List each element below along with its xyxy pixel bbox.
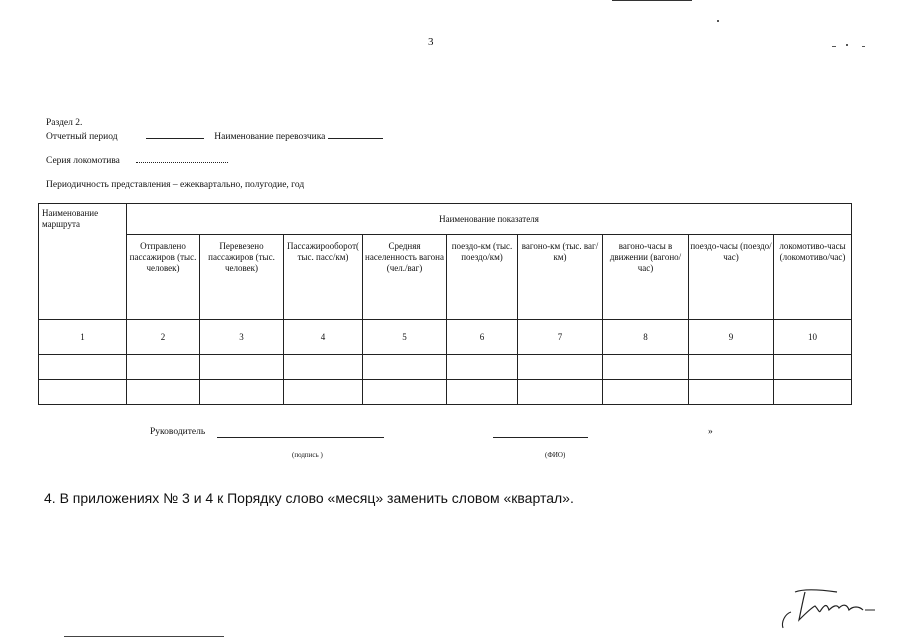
scan-speck [846, 44, 848, 46]
sign-caption: (подпись ) [292, 451, 323, 459]
column-header: поездо-км (тыс. поездо/км) [447, 235, 518, 320]
name-line[interactable] [493, 437, 588, 438]
table-cell[interactable] [603, 380, 689, 405]
report-period-field[interactable] [146, 129, 204, 139]
carrier-label: Наименование перевозчика [214, 132, 326, 142]
column-number: 7 [518, 320, 603, 355]
section-title: Раздел 2. [46, 118, 83, 128]
column-number: 3 [200, 320, 284, 355]
route-header: Наименование маршрута [39, 204, 127, 320]
quote-mark: » [708, 427, 713, 437]
table-cell[interactable] [200, 355, 284, 380]
handwritten-signature [775, 580, 885, 636]
locomotive-series-field[interactable] [136, 153, 228, 163]
table-cell[interactable] [447, 355, 518, 380]
locomotive-series-row [46, 153, 228, 167]
page-number: 3 [428, 36, 434, 48]
column-number: 5 [363, 320, 447, 355]
signature-line[interactable] [217, 437, 384, 438]
table-cell[interactable] [518, 355, 603, 380]
column-number: 1 [39, 320, 127, 355]
column-header: поездо-часы (поездо/час) [689, 235, 774, 320]
scan-speck [862, 46, 865, 47]
report-table [38, 203, 852, 405]
scan-speck [717, 20, 719, 22]
column-number: 4 [284, 320, 363, 355]
table-row [39, 380, 852, 405]
table-cell[interactable] [200, 380, 284, 405]
carrier-field[interactable] [328, 129, 383, 139]
report-period-row [46, 129, 383, 143]
indicator-header: Наименование показателя [127, 204, 852, 235]
scan-top-line [612, 0, 692, 1]
scan-bottom-line [64, 636, 224, 637]
column-header: Пассажирооборот( тыс. пасс/км) [284, 235, 363, 320]
column-header: вагоно-км (тыс. ваг/км) [518, 235, 603, 320]
column-header: Средняя населенность вагона (чел./ваг) [363, 235, 447, 320]
table-row [39, 355, 852, 380]
scan-speck [832, 46, 836, 47]
table-cell[interactable] [39, 355, 127, 380]
table-cell[interactable] [39, 380, 127, 405]
table-cell[interactable] [284, 355, 363, 380]
report-period-label: Отчетный период [46, 132, 118, 142]
table-cell[interactable] [518, 380, 603, 405]
table-cell[interactable] [603, 355, 689, 380]
column-number: 8 [603, 320, 689, 355]
table-cell[interactable] [447, 380, 518, 405]
locomotive-series-label: Серия локомотива [46, 156, 120, 166]
head-label: Руководитель [150, 427, 206, 437]
table-cell[interactable] [284, 380, 363, 405]
amendment-text: 4. В приложениях № 3 и 4 к Порядку слово «месяц» заменить словом «квартал». [44, 490, 574, 506]
column-number: 2 [127, 320, 200, 355]
table-cell[interactable] [774, 355, 852, 380]
table-cell[interactable] [689, 380, 774, 405]
column-header: вагоно-часы в движении (вагоно/час) [603, 235, 689, 320]
column-header: локомотиво-часы (локомотиво/час) [774, 235, 852, 320]
table-cell[interactable] [774, 380, 852, 405]
table-cell[interactable] [127, 380, 200, 405]
periodicity-text: Периодичность представления – ежеквартально, полугодие, год [46, 180, 305, 190]
table-cell[interactable] [689, 355, 774, 380]
column-header: Отправлено пассажиров (тыс. человек) [127, 235, 200, 320]
column-number: 9 [689, 320, 774, 355]
table-cell[interactable] [363, 380, 447, 405]
column-number: 10 [774, 320, 852, 355]
table-cell[interactable] [127, 355, 200, 380]
table-cell[interactable] [363, 355, 447, 380]
column-header: Перевезено пассажиров (тыс. человек) [200, 235, 284, 320]
column-number: 6 [447, 320, 518, 355]
name-caption: (ФИО) [545, 451, 566, 459]
